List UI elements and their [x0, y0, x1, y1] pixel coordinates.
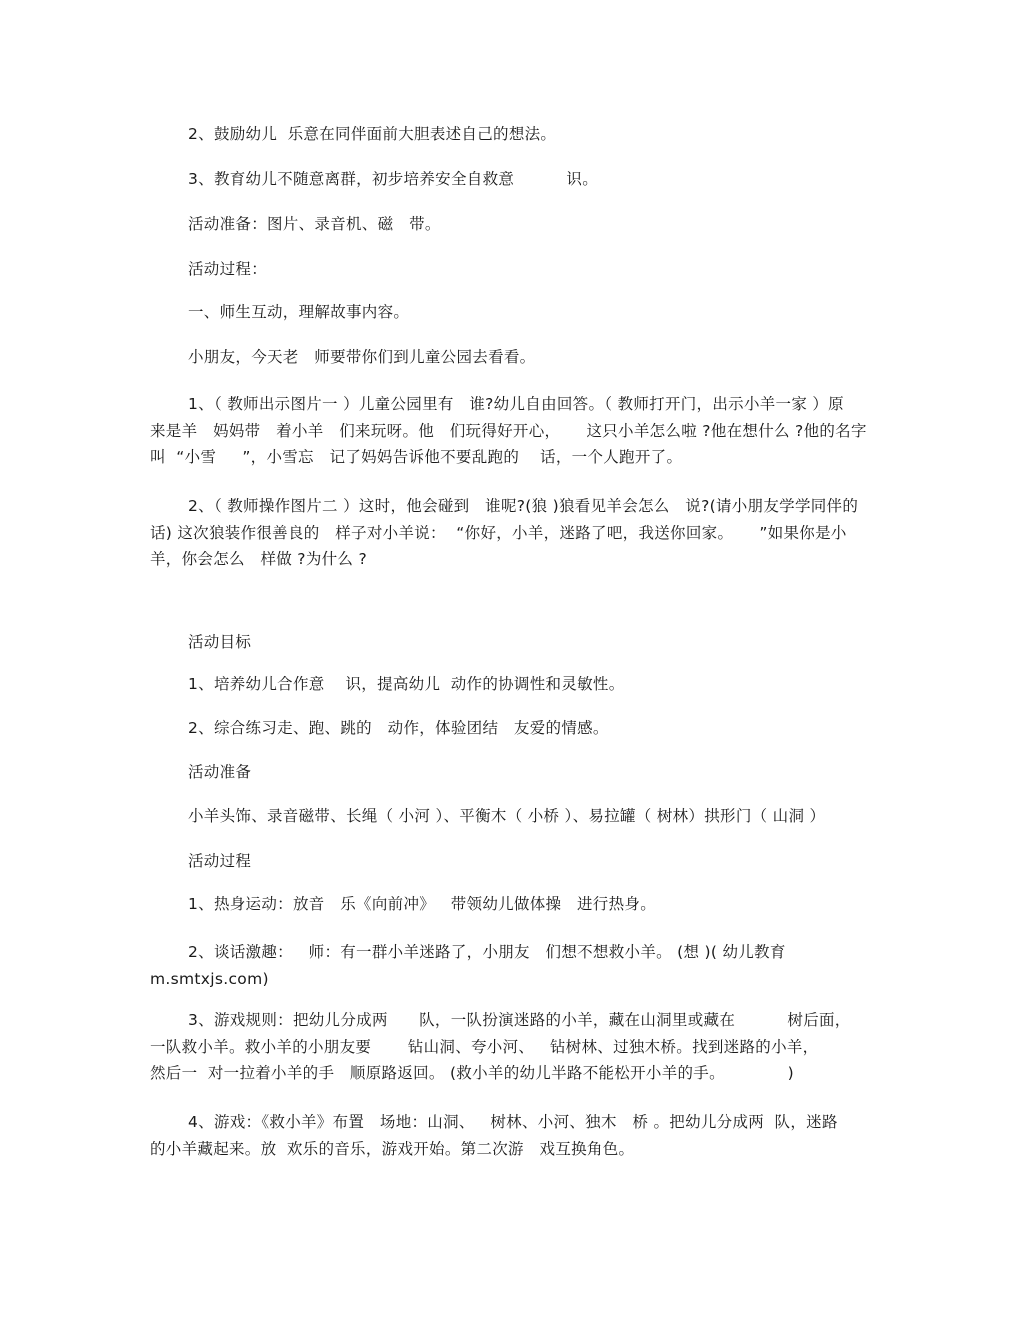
step-1-paragraph [150, 391, 867, 471]
activity-process-heading: 活动过程 [188, 852, 252, 870]
step-2-line-1: 2、（ 教师操作图片二 ）这时，他会碰到 谁呢?(狼 )狼看见羊会怎么 说?(请小朋友学学同伴的 [188, 497, 859, 515]
goal-item-3: 3、教育幼儿不随意离群，初步培养安全自救意 识。 [188, 170, 599, 188]
game-step-line-1: 4、游戏：《救小羊》布置 场地：山洞、 树林、小河、独木 桥 。把幼儿分成两 队，迷路 [188, 1113, 838, 1131]
section-one-heading: 一、师生互动，理解故事内容。 [188, 303, 410, 321]
talk-step-line-1: 2、谈话激趣： 师：有一群小羊迷路了，小朋友 们想不想救小羊。 (想 )( 幼儿教育 [188, 943, 786, 961]
step-1-line-3: 叫 “小雪 ”，小雪忘 记了妈妈告诉他不要乱跑的 话，一个人跑开了。 [150, 448, 683, 466]
talk-step-line-2: m.smtxjs.com) [150, 969, 269, 988]
step-2-line-2: 话) 这次狼装作很善良的 样子对小羊说： “你好，小羊，迷路了吧，我送你回家。 ”如果你是小 [150, 523, 847, 542]
intro-paragraph: 小朋友，今天老 师要带你们到儿童公园去看看。 [188, 348, 536, 366]
warmup-step: 1、热身运动：放音 乐《向前冲》 带领幼儿做体操 进行热身。 [188, 895, 657, 913]
preparation-line: 活动准备：图片、录音机、磁 带。 [188, 215, 441, 233]
step-1-line-2: 来是羊 妈妈带 着小羊 们来玩呀。他 们玩得好开心， 这只小羊怎么啦 ?他在想什么 ?他的名字 [150, 421, 867, 440]
talk-step-paragraph [150, 939, 786, 992]
step-2-paragraph [150, 493, 858, 573]
activity-goals-heading: 活动目标 [188, 633, 252, 651]
activity-prep-heading: 活动准备 [188, 763, 252, 781]
process-heading: 活动过程： [188, 260, 268, 278]
step-1-line-1: 1、（ 教师出示图片一 ）儿童公园里有 谁?幼儿自由回答。（ 教师打开门，出示小羊一家 ）原 [188, 395, 844, 413]
activity-prep-materials: 小羊头饰、录音磁带、长绳（ 小河 ）、平衡木（ 小桥 ）、易拉罐（ 树林）拱形门（ 山洞 ） [188, 807, 826, 825]
activity-goal-2: 2、综合练习走、跑、跳的 动作，体验团结 友爱的情感。 [188, 719, 609, 737]
game-rules-line-1: 3、游戏规则：把幼儿分成两 队，一队扮演迷路的小羊，藏在山洞里或藏在 树后面， [188, 1011, 851, 1029]
step-2-line-3: 羊，你会怎么 样做 ?为什么 ? [150, 550, 367, 568]
goal-item-2: 2、鼓励幼儿 乐意在同伴面前大胆表述自己的想法。 [188, 125, 557, 143]
game-step-paragraph [150, 1109, 838, 1162]
activity-goal-1: 1、培养幼儿合作意 识，提高幼儿 动作的协调性和灵敏性。 [188, 675, 625, 693]
game-rules-paragraph [150, 1007, 851, 1087]
game-step-line-2: 的小羊藏起来。放 欢乐的音乐，游戏开始。第二次游 戏互换角色。 [150, 1139, 635, 1158]
game-rules-line-2: 一队救小羊。救小羊的小朋友要 钻山洞、夸小河、 钻树林、过独木桥。找到迷路的小羊， [150, 1037, 819, 1056]
game-rules-line-3: 然后一 对一拉着小羊的手 顺原路返回。 (救小羊的幼儿半路不能松开小羊的手。 ) [150, 1064, 794, 1082]
